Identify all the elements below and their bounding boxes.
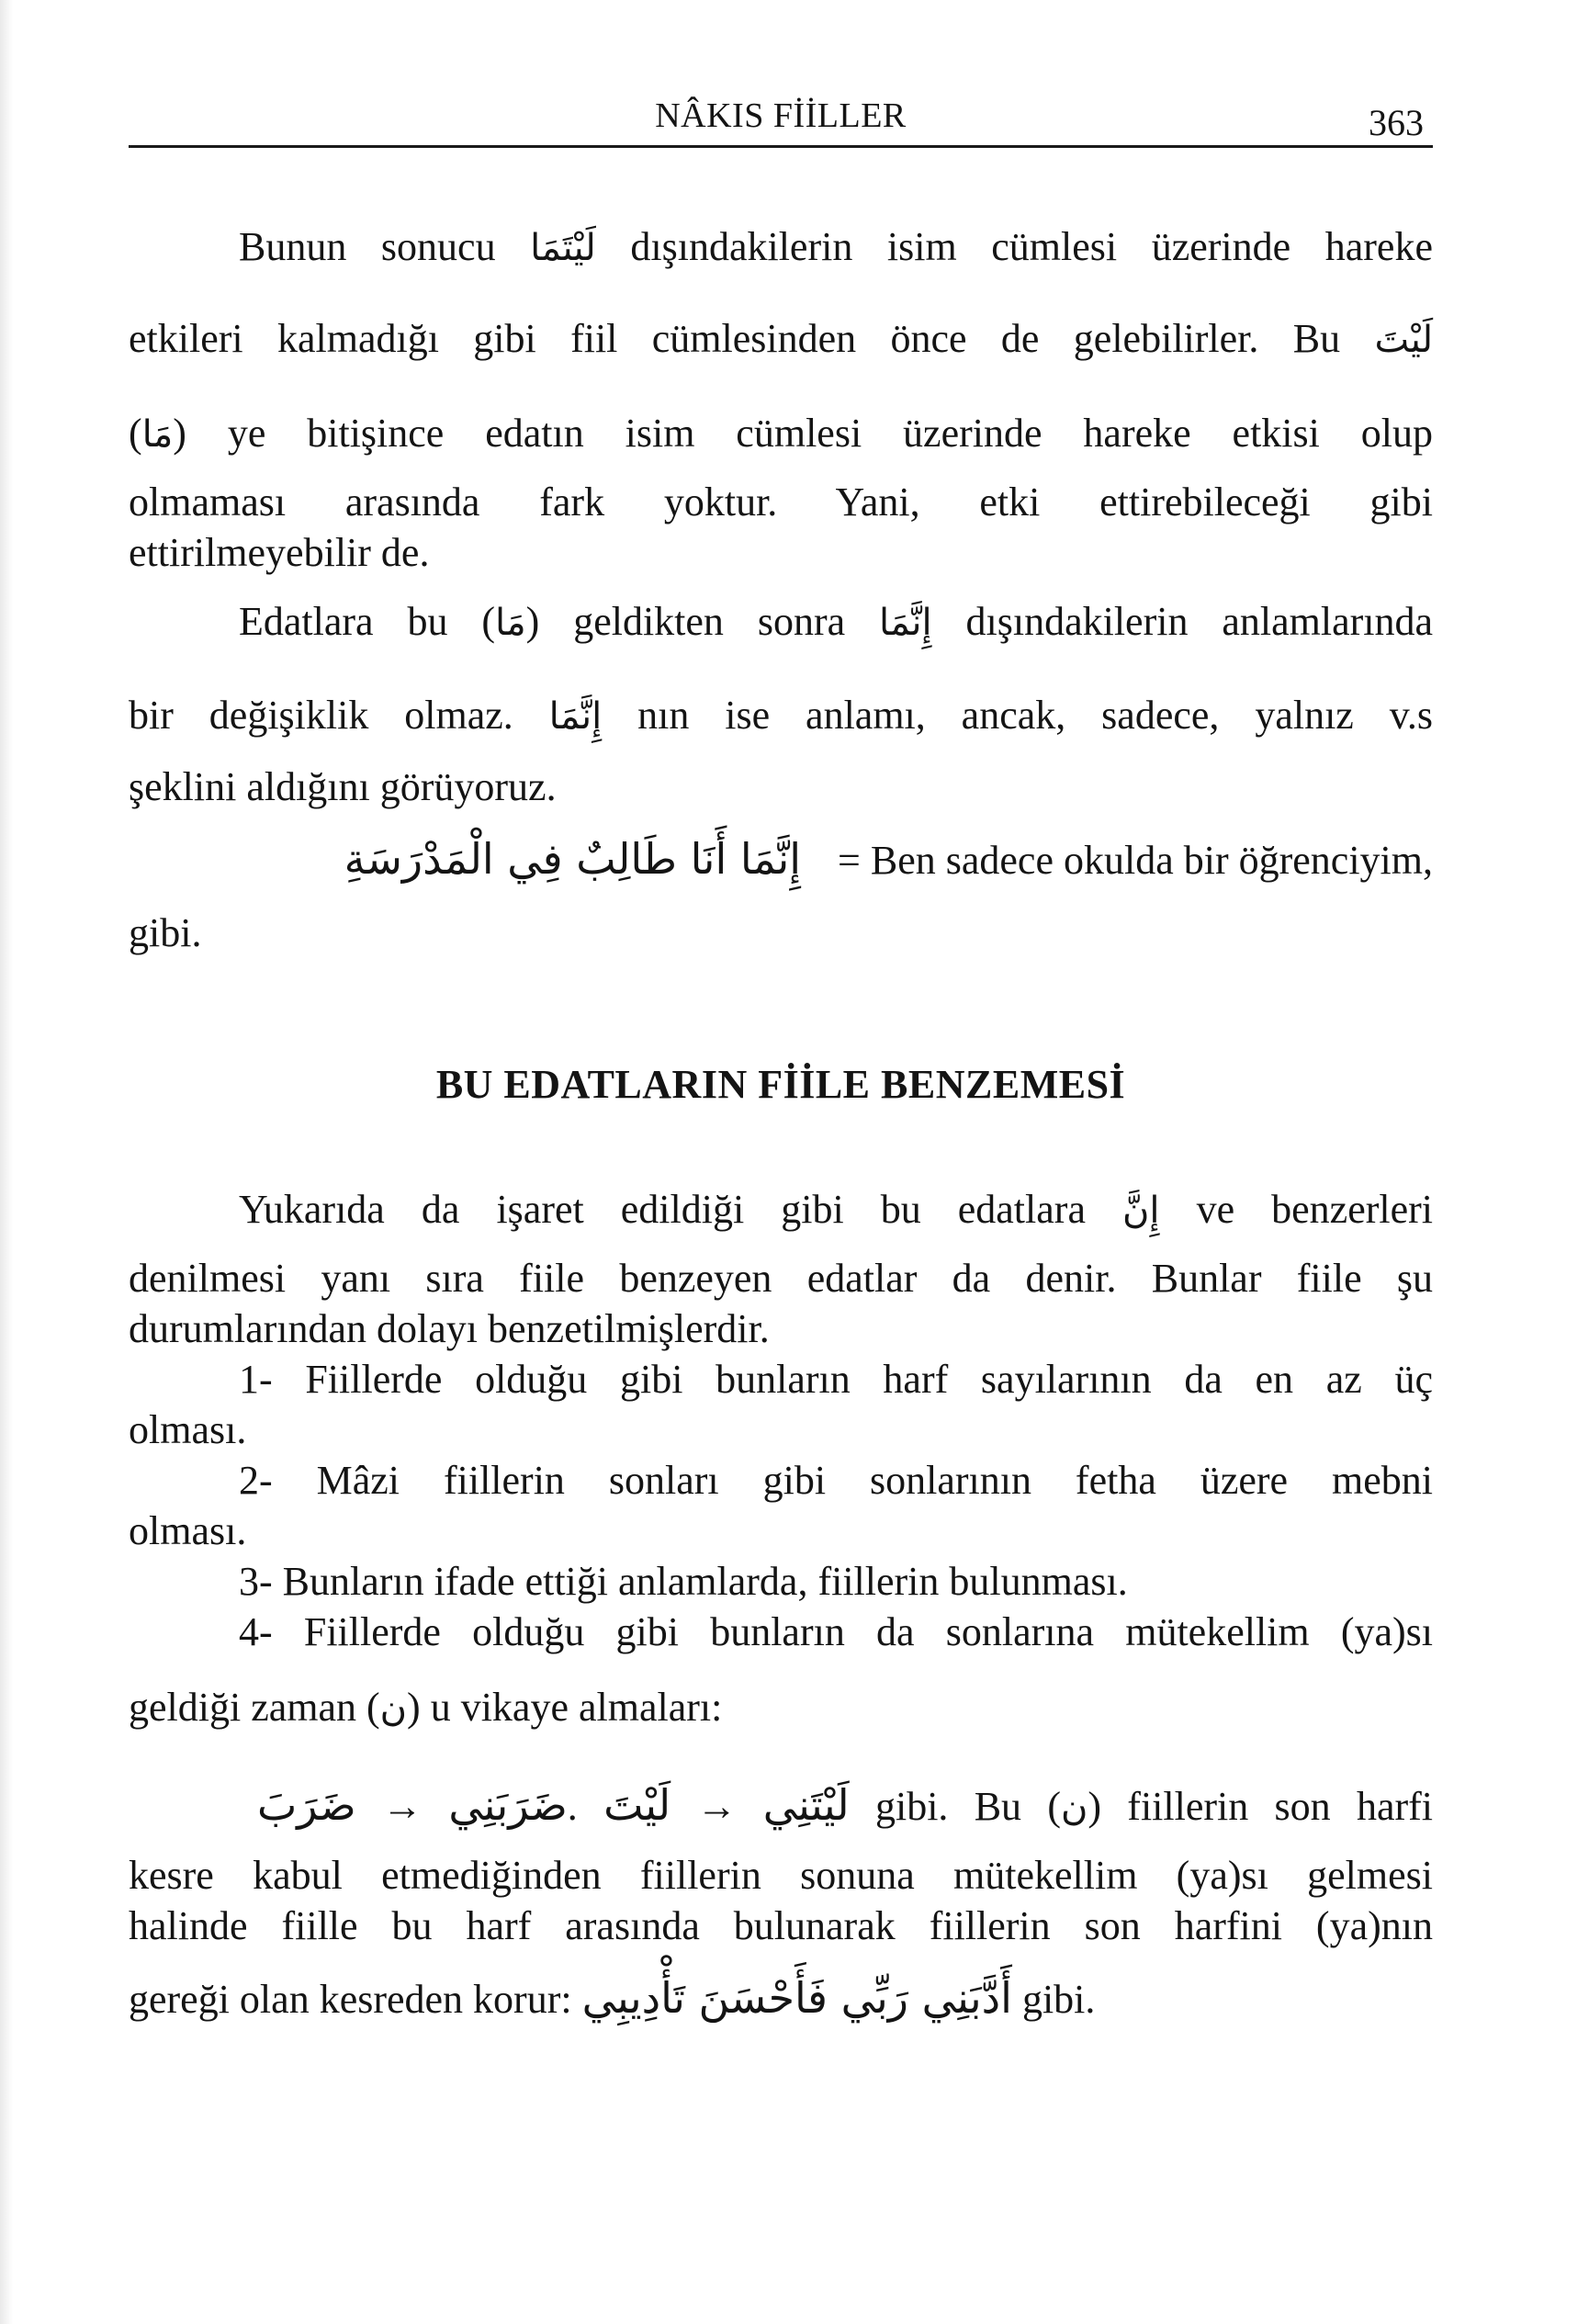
arabic-letter: ن <box>1061 1787 1088 1829</box>
list-item-1-cont: olması. <box>129 1407 247 1452</box>
para2-gibi: gibi. <box>129 910 202 955</box>
separator: . <box>567 1784 578 1829</box>
arabic-word: لَيْتَنِي <box>762 1780 850 1830</box>
arabic-word: مَا <box>141 413 174 456</box>
para1-line5: ettirilmeyebilir de. <box>129 530 430 575</box>
list-item-2-cont: olması. <box>129 1508 247 1553</box>
text: Yukarıda da işaret edildiği gibi bu edatlara <box>239 1187 1086 1232</box>
text: ( <box>129 411 142 456</box>
text: ve benzerleri <box>1196 1187 1434 1232</box>
para3-line3: durumlarından dolayı benzetilmişlerdir. <box>129 1306 770 1351</box>
text: gibi. Bu ( <box>874 1784 1061 1829</box>
list-item-4-cont <box>129 1686 1433 1730</box>
arabic-word: لَيْتَ <box>603 1780 671 1830</box>
header-rule <box>129 145 1433 148</box>
text: ) geldikten sonra <box>525 599 846 644</box>
text: dışındakilerin isim cümlesi üzerinde hareke <box>630 224 1433 269</box>
running-title: NÂKIS FİİLLER <box>655 96 907 135</box>
arabic-word: مَا <box>495 602 526 644</box>
arrow: → <box>696 1784 738 1829</box>
para3-line2: denilmesi yanı sıra fiile benzeyen edatlar da denir. Bunlar fiile şu <box>129 1256 1433 1301</box>
arabic-word: إِنَّ <box>1122 1190 1160 1232</box>
list-item-4: 4- Fiillerde olduğu gibi bunların da sonlarına mütekellim (ya)sı <box>239 1609 1433 1654</box>
arabic-example: إِنَّمَا أَنَا طَالِبٌ فِي الْمَدْرَسَةِ <box>344 834 802 884</box>
para4-line1 <box>129 1782 1433 1829</box>
para2-line3: şeklini aldığını görüyoruz. <box>129 764 557 809</box>
para2-line2 <box>129 694 1433 738</box>
page-number: 363 <box>1369 102 1424 143</box>
text: nın ise anlamı, ancak, sadece, yalnız v.s <box>637 693 1433 738</box>
section-heading: BU EDATLARIN FİİLE BENZEMESİ <box>435 1062 1126 1107</box>
para4-line3: halinde fiille bu harf arasında bulunarak fiillerin son harfini (ya)nın <box>129 1903 1433 1948</box>
text: gibi. <box>1021 1977 1096 2022</box>
scan-edge <box>0 0 13 2324</box>
arabic-word: ضَرَبَ <box>257 1780 356 1830</box>
para1-line3 <box>129 412 1433 456</box>
text: dışındakilerin anlamlarında <box>965 599 1434 644</box>
text: ) ye bitişince edatın isim cümlesi üzerinde hareke etkisi olup <box>173 411 1433 456</box>
arabic-letter: ن <box>379 1687 408 1730</box>
text: geldiği zaman ( <box>129 1685 380 1730</box>
page-header <box>129 92 1433 147</box>
text: bir değişiklik olmaz. <box>129 693 513 738</box>
text: etkileri kalmadığı gibi fiil cümlesinden önce de gelebilirler. Bu <box>129 316 1341 361</box>
para1-line1 <box>129 225 1433 269</box>
para4-line2: kesre kabul etmediğinden fiillerin sonuna mütekellim (ya)sı gelmesi <box>129 1853 1433 1898</box>
para1-line4: olmaması arasında fark yoktur. Yani, etki ettirebileceği gibi <box>129 479 1433 525</box>
text: ) u vikaye almaları: <box>407 1685 723 1730</box>
arabic-word: لَيْتَمَا <box>530 227 596 269</box>
text: ) fiillerin son harfi <box>1088 1784 1434 1829</box>
arabic-word: إِنَّمَا <box>879 602 932 644</box>
list-item-3: 3- Bunların ifade ettiği anlamlarda, fiillerin bulunması. <box>239 1559 1128 1604</box>
arabic-word: ضَرَبَنِي <box>448 1780 568 1830</box>
arrow: → <box>382 1784 423 1829</box>
arabic-word: لَيْتَ <box>1374 319 1434 361</box>
para3-line1 <box>129 1188 1433 1232</box>
arabic-example: أَدَّبَنِي رَبِّي فَأَحْسَنَ تَأْدِيبِي <box>581 1973 1012 2023</box>
arabic-word: إِنَّمَا <box>548 695 603 738</box>
text: Bunun sonucu <box>239 224 496 269</box>
text: Edatlara bu ( <box>239 599 496 644</box>
list-item-2: 2- Mâzi fiillerin sonları gibi sonlarının fetha üzere mebni <box>239 1458 1433 1503</box>
para2-line1 <box>129 600 1433 644</box>
para1-line2 <box>129 317 1433 361</box>
example-line <box>129 836 1433 883</box>
list-item-1: 1- Fiillerde olduğu gibi bunların harf sayılarının da en az üç <box>239 1357 1433 1402</box>
text: gereği olan kesreden korur: <box>129 1977 572 2022</box>
para4-line4 <box>129 1975 1433 2022</box>
example-translation: = Ben sadece okulda bir öğrenciyim, <box>838 838 1433 883</box>
